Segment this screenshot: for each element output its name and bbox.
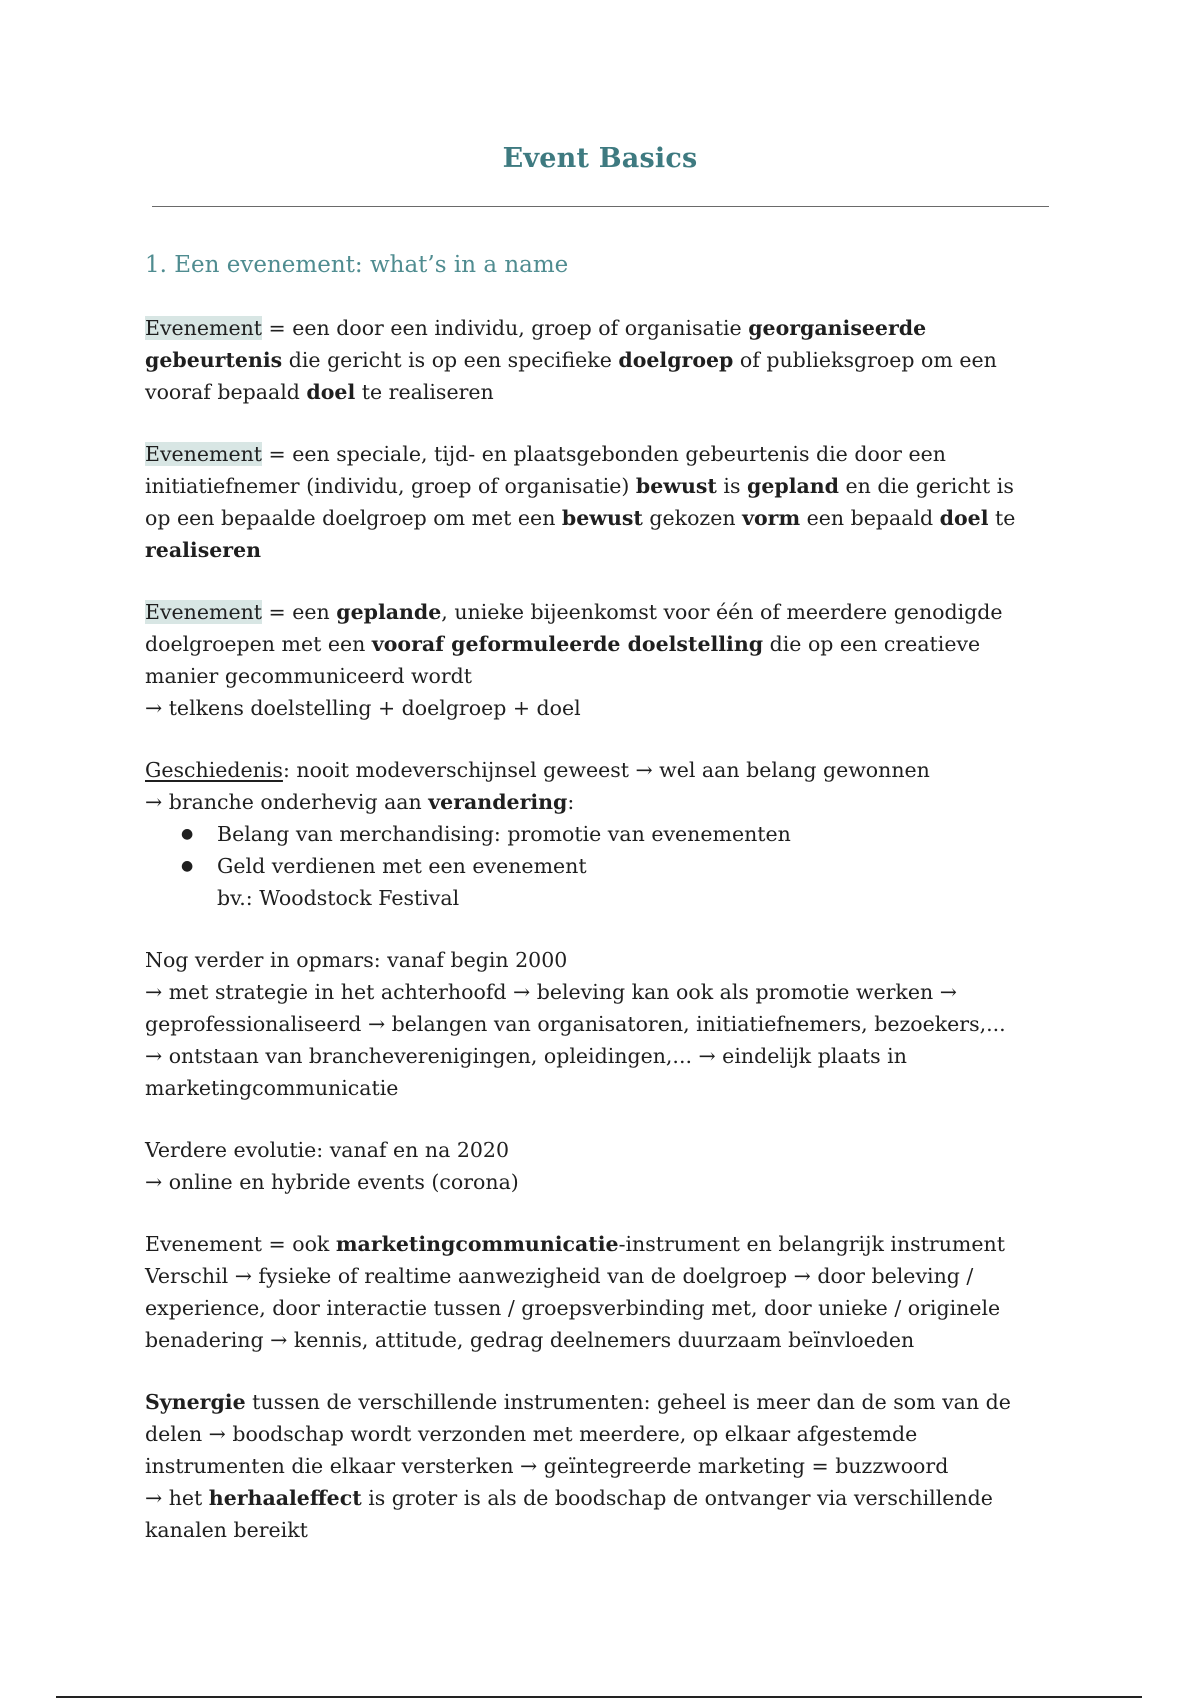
- section-heading: 1. Een evenement: what’s in a name: [145, 252, 569, 278]
- document-body: [145, 248, 1045, 1576]
- page-bottom-divider: [56, 1696, 1142, 1698]
- list-item: ● Belang van merchandising: promotie van evenementen: [217, 818, 1045, 850]
- history-bullet-list: [145, 818, 1045, 882]
- rise-paragraph: Nog verder in opmars: vanaf begin 2000 → met strategie in het achterhoofd → beleving kan ook als promotie werken → geprofessionaliseerd → belangen van organisatoren, initiatiefnemers, bezoekers,... → ontstaan van brancheverenigingen, opleidingen,... → eindelijk plaats in marketingcommunicatie: [145, 948, 1006, 1100]
- definition-3: Evenement = een geplande, unieke bijeenkomst voor één of meerdere genodigde doelgroepen met een vooraf geformuleerde doelstelling die op een creatieve manier gecommuniceerd wordt → telkens doelstelling + doelgroep + doel: [145, 600, 1003, 720]
- definition-3-summary: → telkens doelstelling + doelgroep + doel: [145, 696, 581, 720]
- definition-2: Evenement = een speciale, tijd- en plaatsgebonden gebeurtenis die door een initiatiefnemer (individu, groep of organisatie) bewust is gepland en die gericht is op een bepaalde doelgroep om met een bewust gekozen vorm een bepaald doel te realiseren: [145, 442, 1016, 562]
- document-title: Event Basics: [502, 143, 698, 174]
- synergy-paragraph: Synergie tussen de verschillende instrumenten: geheel is meer dan de som van de delen → boodschap wordt verzonden met meerdere, op elkaar afgestemde instrumenten die elkaar versterken → geïntegreerde marketing = buzzwoord → het herhaaleffect is groter is als de boodschap de ontvanger via verschillende kanalen bereikt: [145, 1390, 1011, 1542]
- history-label: Geschiedenis: [145, 758, 283, 782]
- history-block: Geschiedenis: nooit modeverschijnsel geweest → wel aan belang gewonnen → branche onderhevig aan verandering: ● Belang van merchandising: promotie van evenementen ● Geld verdienen met een evenement bv.: Woodstock Festival: [145, 754, 1045, 914]
- definition-term: Evenement: [145, 600, 263, 624]
- definition-term: Evenement: [145, 316, 263, 340]
- history-example: bv.: Woodstock Festival: [217, 886, 460, 910]
- evolution-paragraph: Verdere evolutie: vanaf en na 2020 → online en hybride events (corona): [145, 1138, 519, 1194]
- definition-1: Evenement = een door een individu, groep of organisatie georganiseerde gebeurtenis die gericht is op een specifieke doelgroep of publieksgroep om een vooraf bepaald doel te realiseren: [145, 316, 997, 404]
- title-divider: [152, 206, 1049, 207]
- marcom-paragraph: Evenement = ook marketingcommunicatie-instrument en belangrijk instrument Verschil → fysieke of realtime aanwezigheid van de doelgroep → door beleving / experience, door interactie tussen / groepsverbinding met, door unieke / originele benadering → kennis, attitude, gedrag deelnemers duurzaam beïnvloeden: [145, 1232, 1005, 1352]
- definition-term: Evenement: [145, 442, 263, 466]
- list-item: ● Geld verdienen met een evenement: [217, 850, 1045, 882]
